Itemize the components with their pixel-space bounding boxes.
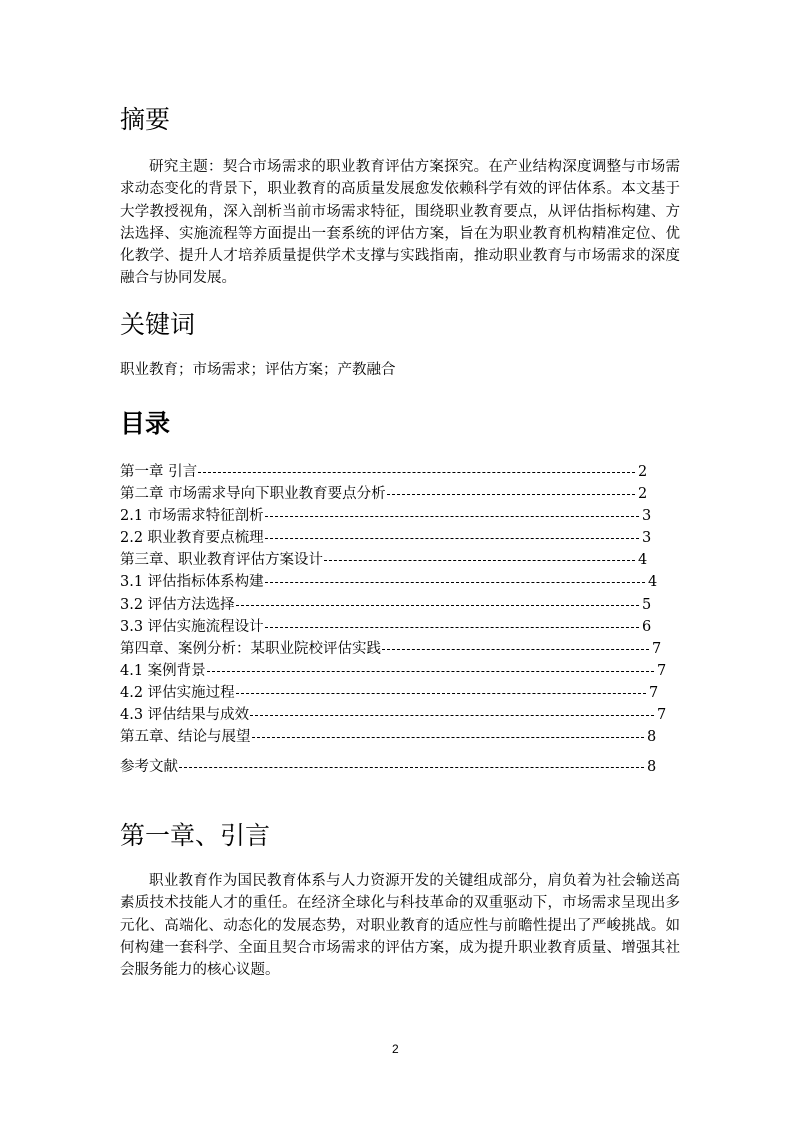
toc-entry-page: 3 xyxy=(642,505,651,527)
toc-entry-label: 3.2 评估方法选择 xyxy=(120,596,235,613)
toc-entry[interactable] xyxy=(120,638,665,660)
toc-leader-dashes xyxy=(236,693,646,694)
chapter1-heading: 第一章、引言 xyxy=(120,821,271,850)
toc-entry[interactable] xyxy=(120,549,665,571)
toc-leader-dashes xyxy=(324,560,635,561)
toc-entry-label: 4.1 案例背景 xyxy=(120,662,206,679)
toc-leader-dashes xyxy=(265,582,645,583)
toc-entry[interactable] xyxy=(120,461,665,483)
toc-entry-page: 7 xyxy=(657,660,666,682)
toc-entry[interactable] xyxy=(120,756,665,778)
toc-leader-dashes xyxy=(265,516,639,517)
toc-entry-label: 第四章、案例分析：某职业院校评估实践 xyxy=(120,640,381,657)
page-number: 2 xyxy=(392,1042,399,1056)
toc-leader-dashes xyxy=(252,737,645,738)
toc-leader-dashes xyxy=(250,715,654,716)
keywords-text: 职业教育；市场需求；评估方案；产教融合 xyxy=(120,362,396,378)
toc-leader-dashes xyxy=(207,671,654,672)
toc-entry-label: 第三章、职业教育评估方案设计 xyxy=(120,552,323,569)
toc-leader-dashes xyxy=(236,605,639,606)
toc-entry-label: 4.2 评估实施过程 xyxy=(120,684,235,701)
toc-entry-page: 4 xyxy=(648,571,657,593)
toc-entry[interactable] xyxy=(120,505,665,527)
toc-leader-dashes xyxy=(265,627,639,628)
toc-entry-page: 4 xyxy=(638,549,647,571)
toc-heading: 目录 xyxy=(120,409,171,438)
toc-entry-page: 7 xyxy=(652,638,661,660)
toc-entry-page: 7 xyxy=(657,704,666,726)
toc-entry-page: 2 xyxy=(638,483,647,505)
keywords-heading: 关键词 xyxy=(120,310,196,339)
toc-entry-page: 7 xyxy=(649,682,658,704)
toc-entry-label: 2.1 市场需求特征剖析 xyxy=(120,508,264,525)
table-of-contents xyxy=(120,461,665,778)
toc-leader-dashes xyxy=(265,538,639,539)
toc-entry[interactable] xyxy=(120,527,665,549)
toc-leader-dashes xyxy=(198,472,635,473)
toc-leader-dashes xyxy=(382,649,649,650)
toc-entry-label: 第五章、结论与展望 xyxy=(120,729,251,746)
toc-entry-label: 3.3 评估实施流程设计 xyxy=(120,618,264,635)
toc-entry-label: 3.1 评估指标体系构建 xyxy=(120,574,264,591)
abstract-paragraph: 研究主题：契合市场需求的职业教育评估方案探究。在产业结构深度调整与市场需求动态变化的背景下，职业教育的高质量发展愈发依赖科学有效的评估体系。本文基于大学教授视角，深入剖析当前市场需求特征，围绕职业教育要点，从评估指标构建、方法选择、实施流程等方面提出一套系统的评估方案，旨在为职业教育机构精准定位、优化教学、提升人才培养质量提供学术支撑与实践指南，推动职业教育与市场需求的深度融合与协同发展。 xyxy=(120,159,680,287)
toc-leader-dashes xyxy=(387,494,635,495)
toc-entry-page: 3 xyxy=(642,527,651,549)
toc-entry[interactable] xyxy=(120,483,665,505)
toc-entry-label: 4.3 评估结果与成效 xyxy=(120,707,250,724)
toc-entry-page: 6 xyxy=(642,616,651,638)
toc-entry[interactable] xyxy=(120,616,665,638)
toc-entry-label: 参考文献 xyxy=(120,759,178,776)
toc-entry-page: 2 xyxy=(638,461,647,483)
toc-entry[interactable] xyxy=(120,594,665,616)
chapter1-paragraph: 职业教育作为国民教育体系与人力资源开发的关键组成部分，肩负着为社会输送高素质技术技能人才的重任。在经济全球化与科技革命的双重驱动下，市场需求呈现出多元化、高端化、动态化的发展态势，对职业教育的适应性与前瞻性提出了严峻挑战。如何构建一套科学、全面且契合市场需求的评估方案，成为提升职业教育质量、增强其社会服务能力的核心议题。 xyxy=(120,873,680,979)
toc-entry-page: 8 xyxy=(647,726,656,748)
toc-entry[interactable] xyxy=(120,704,665,726)
toc-entry-label: 第一章 引言 xyxy=(120,464,198,480)
toc-entry-label: 2.2 职业教育要点梳理 xyxy=(120,530,264,547)
toc-entry-page: 8 xyxy=(647,756,656,778)
toc-entry[interactable] xyxy=(120,682,665,704)
toc-entry-page: 5 xyxy=(642,594,651,616)
toc-entry-label: 第二章 市场需求导向下职业教育要点分析 xyxy=(120,486,386,503)
toc-entry[interactable] xyxy=(120,660,665,682)
toc-entry[interactable] xyxy=(120,571,665,593)
abstract-heading: 摘要 xyxy=(120,105,171,134)
toc-entry[interactable] xyxy=(120,726,665,748)
toc-leader-dashes xyxy=(179,767,644,768)
